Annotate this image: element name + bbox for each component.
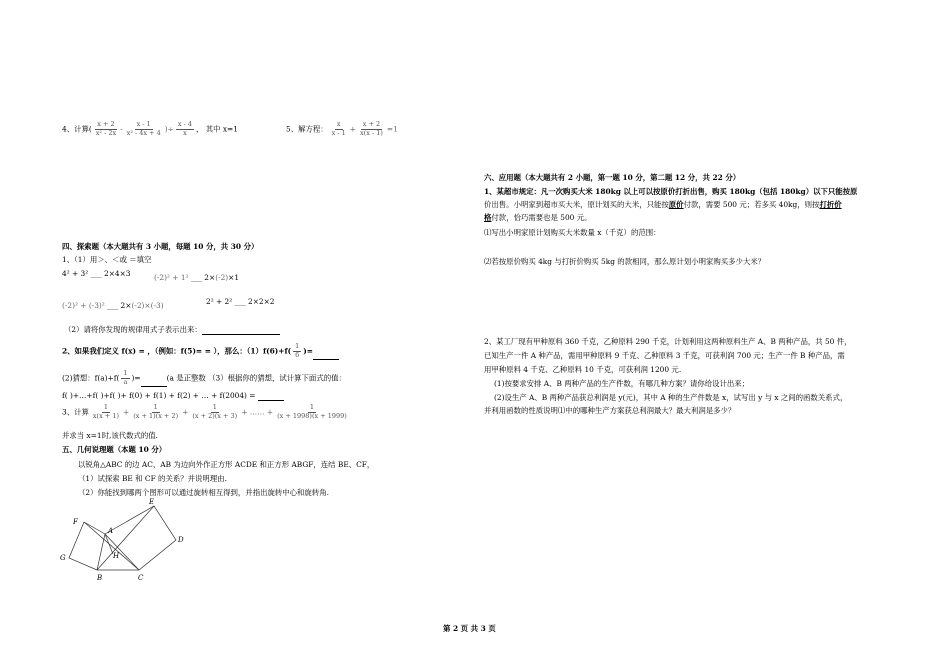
p2-line-3: 用甲种原料 4 千克、乙种原料 10 千克，可获利润 1200 元. <box>484 365 682 374</box>
fraction: $\frac{1}{(x + 1998)(x + 1999)}$ <box>277 403 347 420</box>
s4-guess: (2)猜想：f(a)+f( $\frac{1}{a}$ )= (a 是正整数 （3）根据你的猜想，试计算下面式的值： <box>62 369 346 386</box>
s5-question-1: （1）试探索 BE 和 CF 的关系？并说明理由. <box>78 474 227 483</box>
fraction: $\frac{x}{x - 1}$ <box>331 120 346 137</box>
fraction: $\frac{1}{6}$ <box>295 342 300 359</box>
s4-evaluate: 并求当 x=1时,该代数式的值. <box>62 431 159 440</box>
problem-4: 4、计算( $\frac{x + 2}{\text{x² - 2x}}$ - $\frac{x - 1}{\text{x² - 4x + 4}}$ )÷ $\frac{x - 4}{x}$ ， 其中 x=1 <box>62 120 238 137</box>
answer-blank[interactable] <box>141 378 167 387</box>
fraction: $\frac{1}{(x + 1)(x + 2)}$ <box>133 403 179 420</box>
s4-row-1b: (-2)² + 1² ___ 2×(-2)×1 <box>154 273 240 282</box>
fraction: $\frac{1}{a}$ <box>123 369 128 386</box>
section-6-title: 六、应用题（本大题共有 2 小题，第一题 10 分，第二题 12 分，共 22 分） <box>484 173 741 182</box>
fraction: $\frac{x + 2}{\text{x² - 2x}}$ <box>95 120 117 137</box>
p2-question-2: (2)设生产 A、B 两种产品获总利润是 y(元)，其中 A 种的生产件数是 x，试写出 y 与 x 之间的函数关系式， <box>494 393 848 402</box>
s4-row-2b: 2² + 2² ___ 2×2×2 <box>206 297 275 306</box>
label-H: H <box>113 552 120 560</box>
s5-text: 以锐角△ABC 的边 AC、AB 为边向外作正方形 ACDE 和正方形 ABGF，连结 BE、CF， <box>78 460 375 469</box>
section-4-title: 四、探索题（本大题共有 3 小题，每题 10 分，共 30 分） <box>62 242 259 251</box>
fraction: $\frac{1}{(x + 2)(x + 3)}$ <box>192 403 238 420</box>
fraction: $\frac{x + 2}{x(x - 1)}$ <box>360 120 383 137</box>
s4-sum: f( )+…+f( )+f( )+ f(0) + f(1) + f(2) + … + f(2004) = <box>62 391 284 401</box>
p2-line-1: 2、某工厂现有甲种原料 360 千克，乙种原料 290 千克，计划利用这两种原料生产 A、B 两种产品，共 50 件， <box>484 337 852 346</box>
section-5-title: 五、几何说理题（本题 10 分） <box>62 445 167 454</box>
answer-blank[interactable] <box>313 351 339 360</box>
label-F: F <box>73 518 78 526</box>
s4-question-2: 2、如果我们定义 f(x) = ，（例如：f(5)= = ），那么：（1）f(6)+f( $\frac{1}{6}$ )= <box>62 343 339 360</box>
s4-row-1a: 4² + 3² ___ 2×4×3 <box>62 269 131 278</box>
p1-line-3: 格付款，恰巧需要也是 500 元。 <box>484 213 592 222</box>
fraction: $\frac{x - 4}{x}$ <box>177 120 193 137</box>
fraction: $\frac{x - 1}{\text{x² - 4x + 4}}$ <box>126 120 161 137</box>
label-C: C <box>138 574 144 582</box>
p2-question-2b: 并利用函数的性质说明⑴中的哪种生产方案获总利润最大？最大利润是多少？ <box>484 406 736 415</box>
p1-question-2: ⑵若按原价购买 4kg 与打折价购买 5kg 的款相同，那么原计划小明家购买多少大米？ <box>484 257 766 266</box>
answer-blank[interactable] <box>258 392 284 401</box>
s4-question-3: 3、计算 $\frac{1}{x(x + 1)}$ + $\frac{1}{(x + 1)(x + 2)}$ + $\frac{1}{(x + 2)(x + 3)}$ + …… + $\frac{1}{(x + 1998)(x + 1999)}$ <box>62 403 347 420</box>
p1-line-1: 1、某超市规定：凡一次购买大米 180kg 以上可以按原价打折出售，购买 180kg（包括 180kg）以下只能按原 <box>484 187 858 196</box>
s4-row-2a: (-2)² + (-3)² ___ 2×(-2)×(-3) <box>62 301 164 310</box>
label-B: B <box>97 574 103 582</box>
problem-5: 5、解方程： $\frac{x}{x - 1}$ + $\frac{x + 2}{x(x - 1)}$ =1 <box>286 120 398 137</box>
p1-line-2: 价出售。小明家到超市买大米，原计划买的大米，只能按原价付款，需要 500 元；若多买 40kg，则按打折价 <box>484 200 842 209</box>
label-D: D <box>178 536 184 544</box>
p2-question-1: (1)按要求安排 A、B 两种产品的生产件数，有哪几种方案？请你给设计出来； <box>494 379 750 388</box>
label-A: A <box>108 527 114 535</box>
p2-line-2: 已知生产一件 A 种产品，需用甲种原料 9 千克、乙种原料 3 千克，可获利润 700 元；生产一件 B 种产品，需 <box>484 351 845 360</box>
label-E: E <box>149 498 155 506</box>
fraction: $\frac{1}{x(x + 1)}$ <box>92 403 119 420</box>
s5-question-2: （2）你能找到哪两个图形可以通过旋转相互得到，并指出旋转中心和旋转角. <box>78 488 329 497</box>
answer-blank[interactable] <box>202 326 280 335</box>
p1-question-1: ⑴写出小明家原计划购买大米数量 x（千克）的范围： <box>484 228 661 237</box>
geometry-figure <box>56 494 196 582</box>
page-footer: 第 2 页 共 3 页 <box>443 624 496 633</box>
label-G: G <box>60 554 66 562</box>
s4-question-1-2: （2）请将你发现的规律用式子表示出来： <box>64 325 280 335</box>
s4-question-1: 1、（1）用＞、＜或 ＝填空 <box>62 255 152 264</box>
